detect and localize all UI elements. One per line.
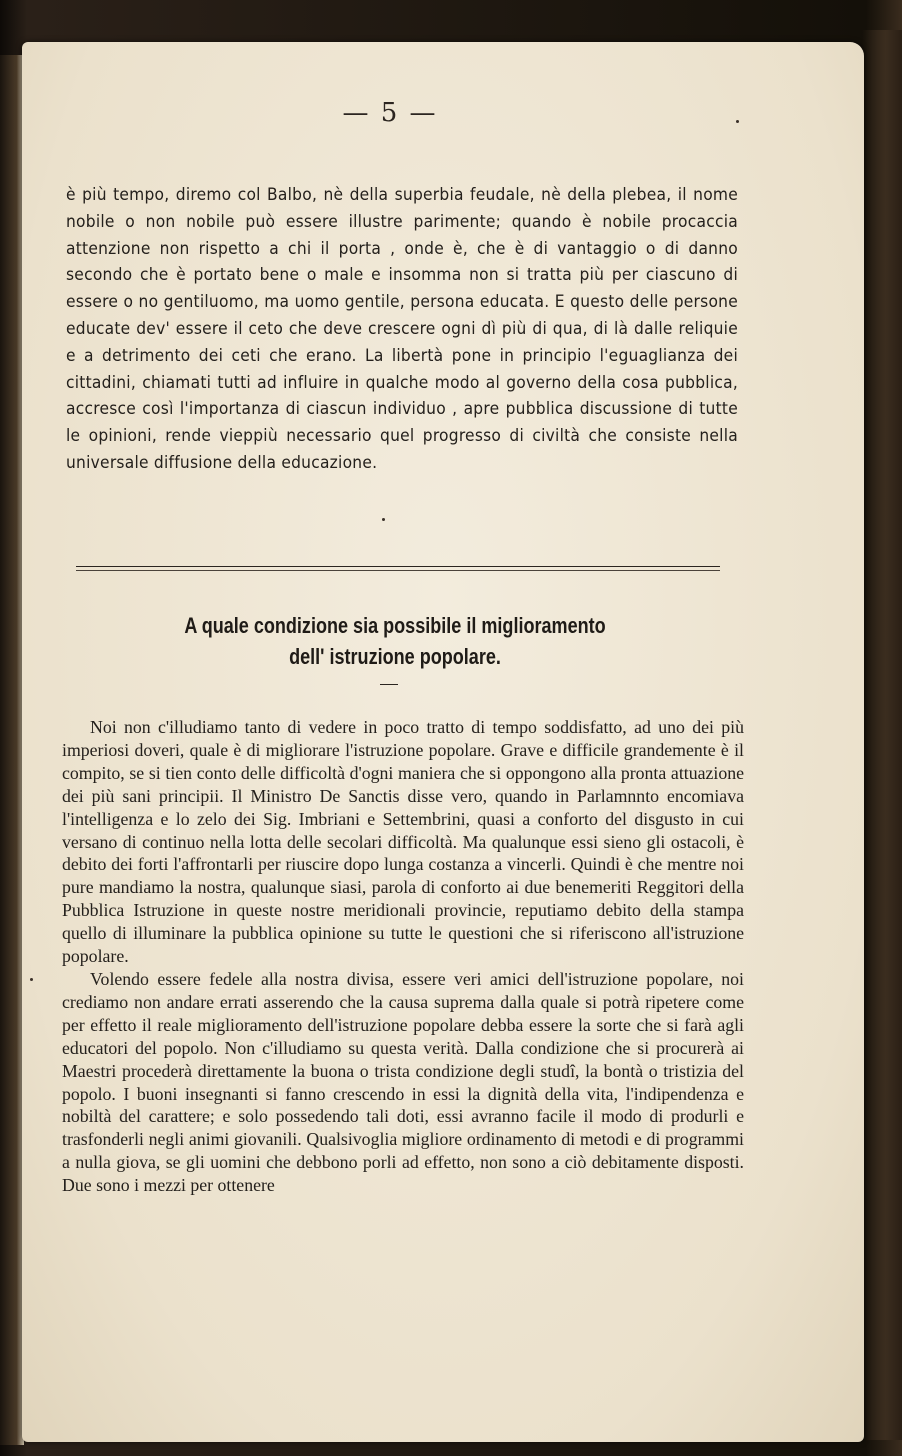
ink-speck xyxy=(382,518,385,521)
ink-speck xyxy=(736,120,739,123)
heading-line-1: A quale condizione sia possibile il miglioramento xyxy=(184,613,606,638)
body-paragraph-1: Noi non c'illudiamo tanto di vedere in poco tratto di tempo soddisfatto, ad uno dei più imperiosi doveri, quale è di migliorare l'istruzione popolare. Grave e difficile grandemente è il compito, se si tien conto delle difficoltà d'ogni maniera che si oppongono alla pronta attuazione dei più sani principii. Il Ministro De Sanctis disse vero, quando in Parlamnnto encomiava l'intelligenza e lo zelo dei Sig. Imbriani e Settembrini, quasi a conforto del disgusto in cui versano di continuo nella lotta delle secolari difficoltà. Ma qualunque essi sieno gli ostacoli, è debito dei forti l'affrontarli per riuscire dopo lunga costanza a vincerli. Quindi è che mentre noi pure mandiamo la nostra, qualunque siasi, parola di conforto ai due benemeriti Reggitori della Pubblica Istruzione in queste nostre meridionali provincie, reputiamo debito della stampa quello di illuminare la pubblica opinione su tutte le questioni che si riferiscono all'istruzione popolare. xyxy=(62,717,744,967)
heading-line-2: dell' istruzione popolare. xyxy=(289,644,501,669)
section-divider-thin xyxy=(76,570,720,571)
binding-edge xyxy=(0,55,24,1445)
heading-underline xyxy=(380,684,398,685)
intro-paragraph: è più tempo, diremo col Balbo, nè della superbia feudale, nè della plebea, il nome nobile o non nobile può essere illustre parimente; quando è nobile procaccia attenzione non rispetto a chi il porta , onde è, che è di vantaggio o di danno secondo che è portato bene o male e insomma non si tratta più per ciascuno di essere o no gentiluomo, ma uomo gentile, persona educata. E questo delle persone educate dev' essere il ceto che deve crescere ogni dì più di qua, di là dalle reliquie e a detrimento dei ceti che erano. La libertà pone in principio l'eguaglianza dei cittadini, chiamati tutti ad influire in qualche modo al governo della cosa pubblica, accresce così l'importanza di ciascun individuo , apre pubblica discussione di tutte le opinioni, rende vieppiù necessario quel progresso di civiltà che consiste nella universale diffusione della educazione. xyxy=(66,185,738,473)
section-heading xyxy=(153,610,637,672)
body-paragraph-2: Volendo essere fedele alla nostra divisa, essere veri amici dell'istruzione popolare, noi crediamo non andare errati asserendo che la causa suprema dalla quale si potrà ripetere come per effetto il reale miglioramento dell'istruzione popolare debba essere la sorte che si farà agli educatori del popolo. Non c'illudiamo su questa verità. Dalla condizione che si procurerà ai Maestri procederà direttamente la buona o trista condizione degli studî, la bontà o tristizia del popolo. I buoni insegnanti si fanno crescendo in essi la dignità della vita, l'indipendenza e nobiltà del carattere; e solo possedendo tali doti, essi avranno facile il modo di produrli e trasfonderli negli animi giovanili. Qualsivoglia migliore ordinamento di metodi e di programmi a nulla giova, se gli uomini che debbono porli ad effetto, non sono a ciò debitamente disposti. Due sono i mezzi per ottenere xyxy=(62,968,744,1196)
page-number: — 5 — xyxy=(342,98,438,128)
ink-speck xyxy=(30,978,33,981)
article-body xyxy=(62,716,744,1197)
page-edge-shadow xyxy=(862,30,902,1440)
section-divider xyxy=(76,566,720,567)
